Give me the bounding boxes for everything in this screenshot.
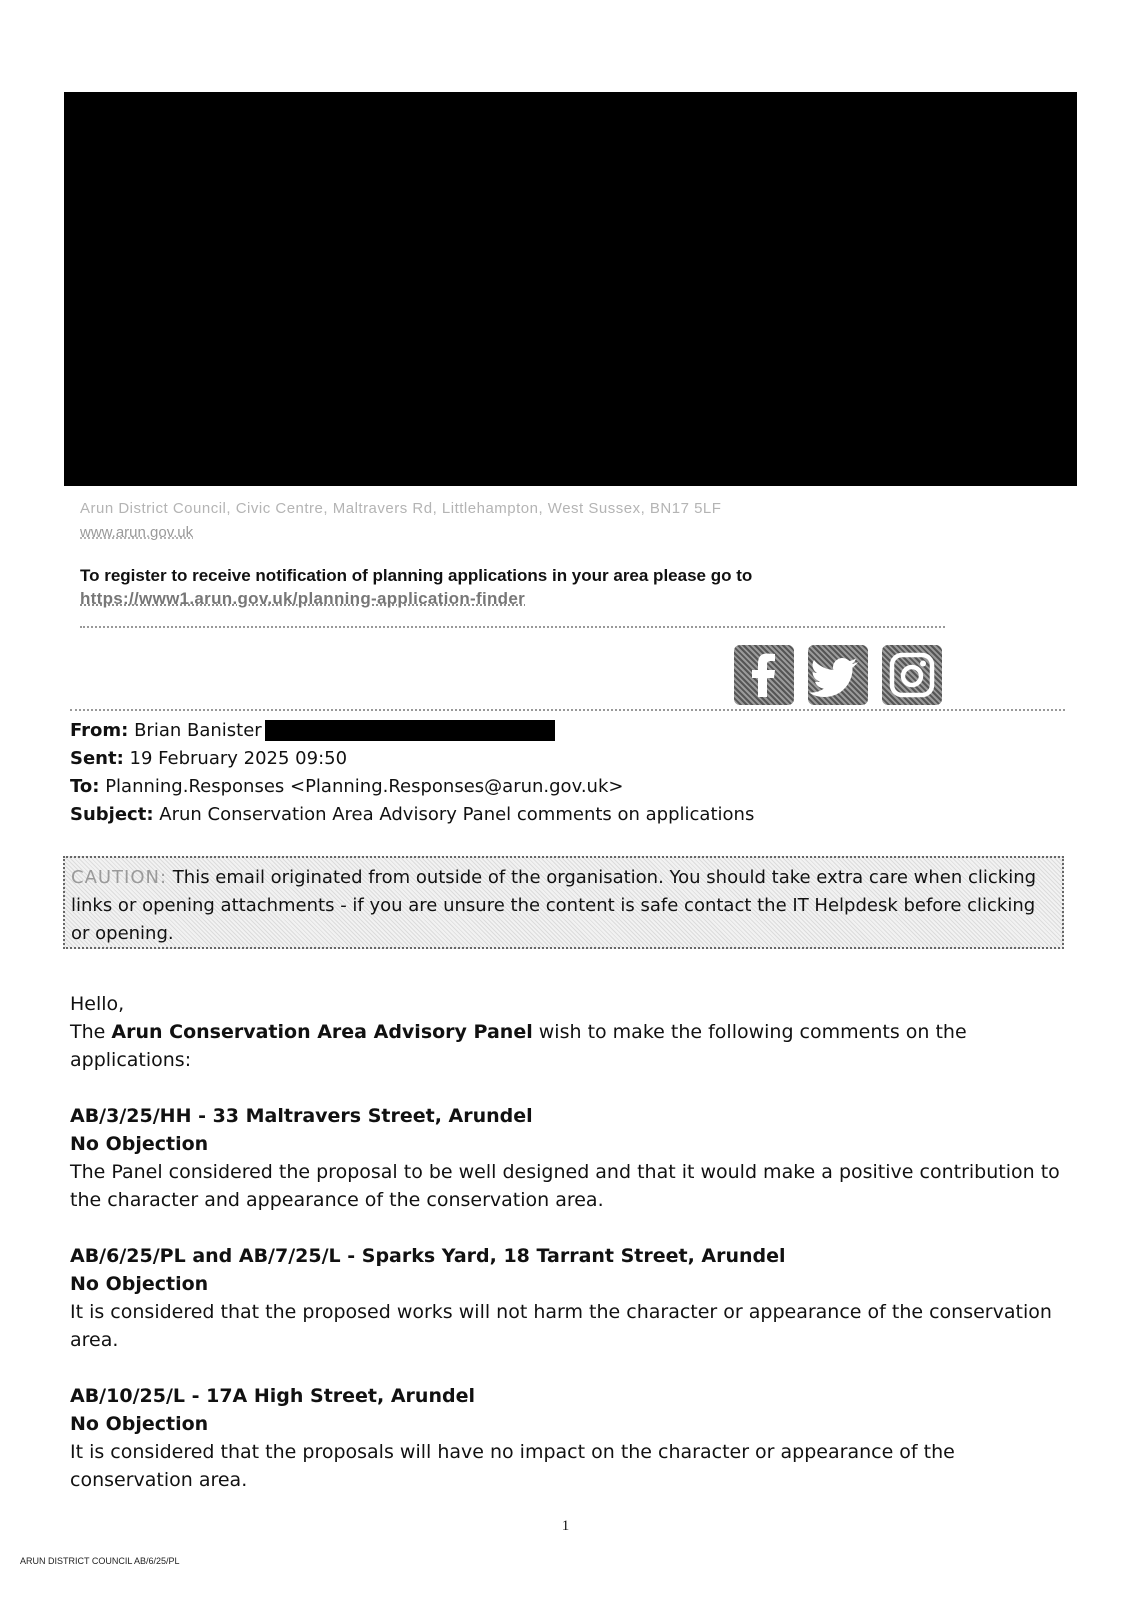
application-title: AB/6/25/PL and AB/7/25/L - Sparks Yard, 18 Tarrant Street, Arundel <box>70 1245 786 1267</box>
from-value: Brian Banister <box>134 720 262 741</box>
intro-suffix: wish to make the following comments on the applications: <box>70 1021 967 1071</box>
register-notice: To register to receive notification of planning applications in your area please go to <box>80 566 753 585</box>
caution-text <box>71 864 1054 948</box>
sent-line <box>70 748 347 769</box>
from-line <box>70 720 262 741</box>
application-status: No Objection <box>70 1413 209 1435</box>
panel-name: Arun Conservation Area Advisory Panel <box>111 1021 533 1043</box>
subject-value: Arun Conservation Area Advisory Panel comments on applications <box>159 804 755 825</box>
application-status: No Objection <box>70 1133 209 1155</box>
sent-label: Sent: <box>70 748 124 769</box>
intro-prefix: The <box>70 1021 106 1043</box>
subject-label: Subject: <box>70 804 154 825</box>
application-title: AB/10/25/L - 17A High Street, Arundel <box>70 1385 475 1407</box>
redacted-email-address <box>265 720 555 741</box>
sent-value: 19 February 2025 09:50 <box>129 748 348 769</box>
caution-banner <box>63 856 1064 949</box>
application-status: No Objection <box>70 1273 209 1295</box>
application-comment: It is considered that the proposals will have no impact on the character or appearance of the conservation area. <box>70 1441 955 1491</box>
divider <box>70 709 1065 711</box>
instagram-icon[interactable] <box>882 645 942 705</box>
to-label: To: <box>70 776 100 797</box>
facebook-icon[interactable] <box>734 645 794 705</box>
caution-message: This email originated from outside of the organisation. You should take extra care when clicking links or opening attachments - if you are unsure the content is safe contact the IT Helpdesk before clicking or opening. <box>71 867 1037 944</box>
to-value: Planning.Responses <Planning.Responses@arun.gov.uk> <box>105 776 624 797</box>
twitter-icon[interactable] <box>808 645 868 705</box>
subject-line <box>70 804 754 825</box>
to-line <box>70 776 623 797</box>
caution-label: CAUTION: <box>71 867 168 888</box>
from-label: From: <box>70 720 129 741</box>
greeting: Hello, <box>70 993 125 1015</box>
divider <box>80 626 945 628</box>
application-title: AB/3/25/HH - 33 Maltravers Street, Arundel <box>70 1105 533 1127</box>
page-number: 1 <box>561 1518 570 1534</box>
council-address: Arun District Council, Civic Centre, Maltravers Rd, Littlehampton, West Sussex, BN17 5LF <box>80 500 722 517</box>
council-website-link[interactable]: www.arun.gov.uk <box>80 524 194 541</box>
intro-paragraph <box>70 1018 1060 1074</box>
planning-finder-link[interactable]: https://www1.arun.gov.uk/planning-application-finder <box>80 589 526 608</box>
application-comment: The Panel considered the proposal to be well designed and that it would make a positive contribution to the character and appearance of the conservation area. <box>70 1161 1060 1211</box>
redacted-block <box>64 92 1077 486</box>
document-reference: ARUN DISTRICT COUNCIL AB/6/25/PL <box>20 1556 180 1566</box>
application-comment: It is considered that the proposed works will not harm the character or appearance of the conservation area. <box>70 1301 1052 1351</box>
